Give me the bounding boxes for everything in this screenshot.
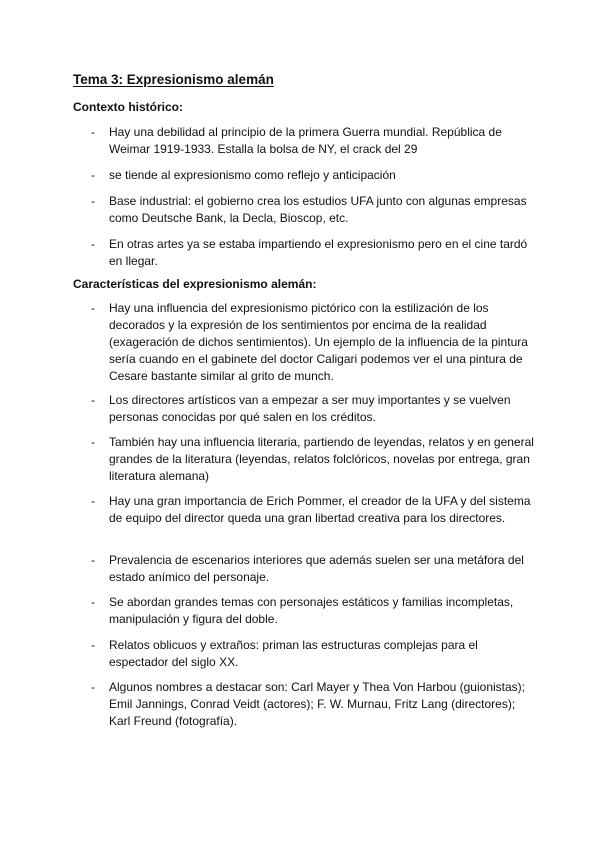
list-item-text: Se abordan grandes temas con personajes estáticos y familias incompletas, manipulación y figura del doble. (109, 595, 514, 626)
section-heading-contexto: Contexto histórico: (73, 100, 183, 114)
list-item-text: En otras artes ya se estaba impartiendo el expresionismo pero en el cine tardó en llegar. (109, 237, 528, 268)
bullet-dash: - (91, 595, 95, 609)
bullet-dash: - (91, 168, 95, 182)
page-title: Tema 3: Expresionismo alemán (73, 72, 274, 87)
list-item-text: También hay una influencia literaria, partiendo de leyendas, relatos y en general grandes de la literatura (leyendas, relatos folclóricos, novelas por entrega, gran literatura alemana) (109, 435, 534, 483)
list-item-text: Los directores artísticos van a empezar a ser muy importantes y se vuelven personas conocidas por qué salen en los créditos. (109, 393, 511, 424)
list-item-text: Algunos nombres a destacar son: Carl Mayer y Thea Von Harbou (guionistas); Emil Jannings, Conrad Veidt (actores); F. W. Murnau, Fritz Lang (directores); Karl Freund (fotografía). (109, 680, 525, 728)
list-item-text: Prevalencia de escenarios interiores que además suelen ser una metáfora del estado anímico del personaje. (109, 553, 524, 584)
list-item-text: Base industrial: el gobierno crea los estudios UFA junto con algunas empresas como Deutsche Bank, la Decla, Bioscop, etc. (109, 194, 527, 225)
bullet-dash: - (91, 194, 95, 208)
list-item-text: Hay una debilidad al principio de la primera Guerra mundial. República de Weimar 1919-1933. Estalla la bolsa de NY, el crack del 29 (109, 125, 502, 156)
bullet-dash: - (91, 680, 95, 694)
bullet-dash: - (91, 435, 95, 449)
list-item-text: Hay una gran importancia de Erich Pommer, el creador de la UFA y del sistema de equipo del director queda una gran libertad creativa para los directores. (109, 494, 531, 525)
bullet-dash: - (91, 393, 95, 407)
bullet-dash: - (91, 638, 95, 652)
bullet-dash: - (91, 553, 95, 567)
bullet-dash: - (91, 237, 95, 251)
list-item-text: se tiende al expresionismo como reflejo y anticipación (109, 168, 396, 182)
list-item-text: Relatos oblicuos y extraños: priman las estructuras complejas para el espectador del siglo XX. (109, 638, 478, 669)
bullet-dash: - (91, 494, 95, 508)
bullet-dash: - (91, 301, 95, 315)
bullet-dash: - (91, 125, 95, 139)
section-heading-caracteristicas: Características del expresionismo alemán: (73, 277, 317, 291)
list-item-text: Hay una influencia del expresionismo pictórico con la estilización de los decorados y la expresión de los sentimientos por encima de la realidad (exageración de dichos sentimientos). Un ejemplo de la influencia de la pintura sería cuando en el gabinete del doctor Caligari podemos ver el una pintura de Cesare bastante similar al grito de munch. (109, 301, 528, 383)
